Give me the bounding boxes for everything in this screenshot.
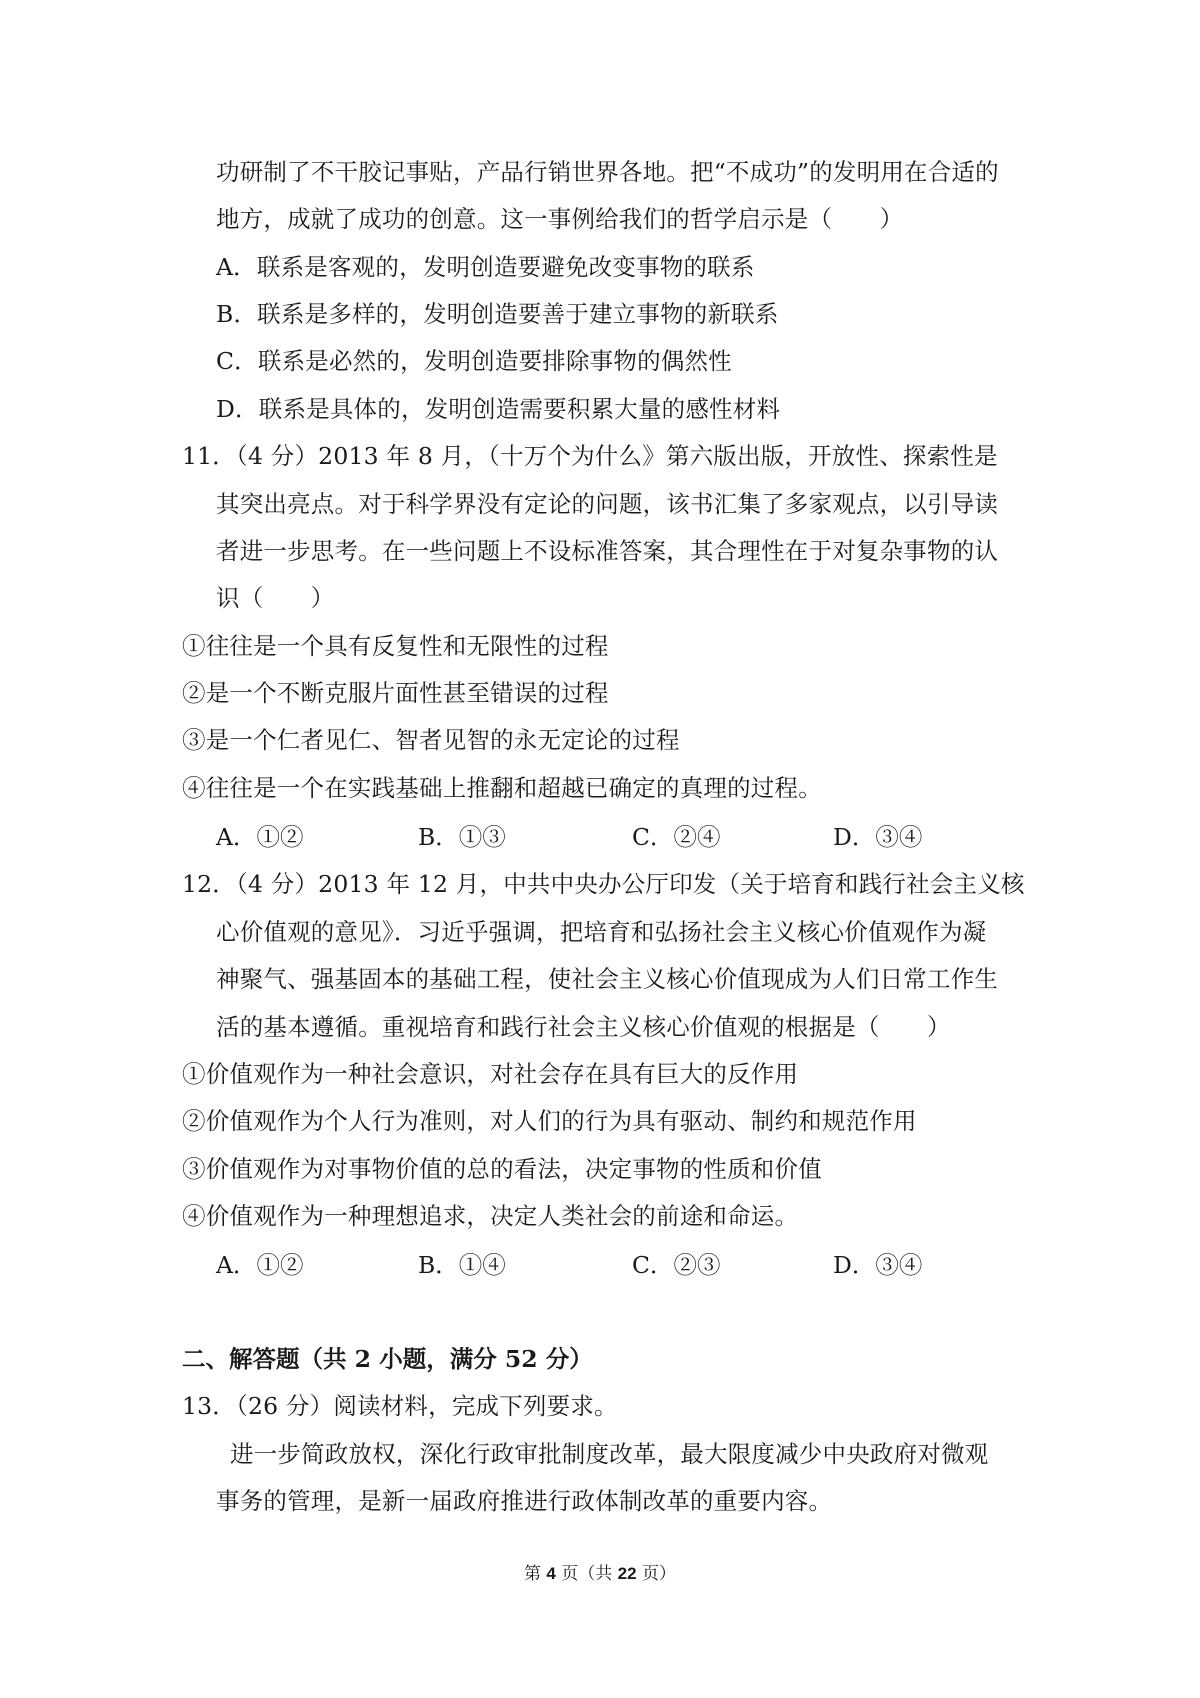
- q12-choice-c: C．②③: [632, 1251, 721, 1279]
- q12-stem-line-2: 心价值观的意见》．习近乎强调，把培育和弘扬社会主义核心价值观作为凝: [216, 918, 987, 946]
- q13-stem-line-1: 13．（26 分）阅读材料，完成下列要求。: [182, 1392, 618, 1420]
- q12-statement-3: ③价值观作为对事物价值的总的看法，决定事物的性质和价值: [182, 1155, 822, 1183]
- footer-suffix: 页）: [642, 1564, 676, 1584]
- q10-option-c: C．联系是必然的，发明创造要排除事物的偶然性: [216, 347, 732, 375]
- section-heading: 二、解答题（共 2 小题，满分 52 分）: [182, 1345, 593, 1373]
- q11-choice-d: D．③④: [833, 823, 923, 851]
- footer-total-pages: 22: [617, 1564, 637, 1583]
- q11-statement-2: ②是一个不断克服片面性甚至错误的过程: [182, 679, 609, 707]
- q11-choice-c: C．②④: [632, 823, 721, 851]
- q11-statement-3: ③是一个仁者见仁、智者见智的永无定论的过程: [182, 726, 680, 754]
- q10-option-a: A．联系是客观的，发明创造要避免改变事物的联系: [216, 253, 755, 281]
- q12-statement-2: ②价值观作为个人行为准则，对人们的行为具有驱动、制约和规范作用: [182, 1107, 917, 1135]
- q12-statement-1: ①价值观作为一种社会意识，对社会存在具有巨大的反作用: [182, 1060, 799, 1088]
- q13-material-line-2: 事务的管理，是新一届政府推进行政体制改革的重要内容。: [216, 1487, 833, 1515]
- footer-prefix: 第: [523, 1564, 541, 1584]
- q12-stem-line-4: 活的基本遵循。重视培育和践行社会主义核心价值观的根据是（ ）: [216, 1013, 951, 1041]
- q11-statement-4: ④往往是一个在实践基础上推翻和超越已确定的真理的过程。: [182, 774, 822, 802]
- q11-choice-a: A．①②: [216, 823, 304, 851]
- q10-option-d: D．联系是具体的，发明创造需要积累大量的感性材料: [216, 395, 781, 423]
- q10-option-b: B．联系是多样的，发明创造要善于建立事物的新联系: [216, 300, 779, 328]
- footer-middle: 页（共: [561, 1564, 613, 1584]
- q11-choice-b: B．①③: [418, 823, 506, 851]
- q11-stem-line-2: 其突出亮点。对于科学界没有定论的问题，该书汇集了多家观点，以引导读: [216, 490, 999, 518]
- q12-choice-b: B．①④: [418, 1251, 506, 1279]
- q10-text-line-1: 功研制了不干胶记事贴，产品行销世界各地。把“不成功”的发明用在合适的: [216, 158, 999, 186]
- q12-statement-4: ④价值观作为一种理想追求，决定人类社会的前途和命运。: [182, 1202, 799, 1230]
- q10-text-line-2: 地方，成就了成功的创意。这一事例给我们的哲学启示是（ ）: [216, 205, 904, 233]
- q12-stem-line-1: 12．（4 分）2013 年 12 月，中共中央办公厅印发（关于培育和践行社会主义核: [182, 870, 1025, 898]
- q11-stem-line-4: 识（ ）: [216, 584, 335, 612]
- q11-stem-line-3: 者进一步思考。在一些问题上不设标准答案，其合理性在于对复杂事物的认: [216, 537, 999, 565]
- page-footer: [0, 1563, 1200, 1585]
- q12-stem-line-3: 神聚气、强基固本的基础工程，使社会主义核心价值现成为人们日常工作生: [216, 965, 999, 993]
- q13-material-line-1: 进一步简政放权，深化行政审批制度改革，最大限度减少中央政府对微观: [230, 1440, 989, 1468]
- q12-choice-a: A．①②: [216, 1251, 304, 1279]
- q12-choice-d: D．③④: [833, 1251, 923, 1279]
- q11-statement-1: ①往往是一个具有反复性和无限性的过程: [182, 632, 609, 660]
- q11-stem-line-1: 11．（4 分）2013 年 8 月，（十万个为什么》第六版出版，开放性、探索性是: [182, 442, 998, 470]
- footer-page-number: 4: [546, 1564, 556, 1583]
